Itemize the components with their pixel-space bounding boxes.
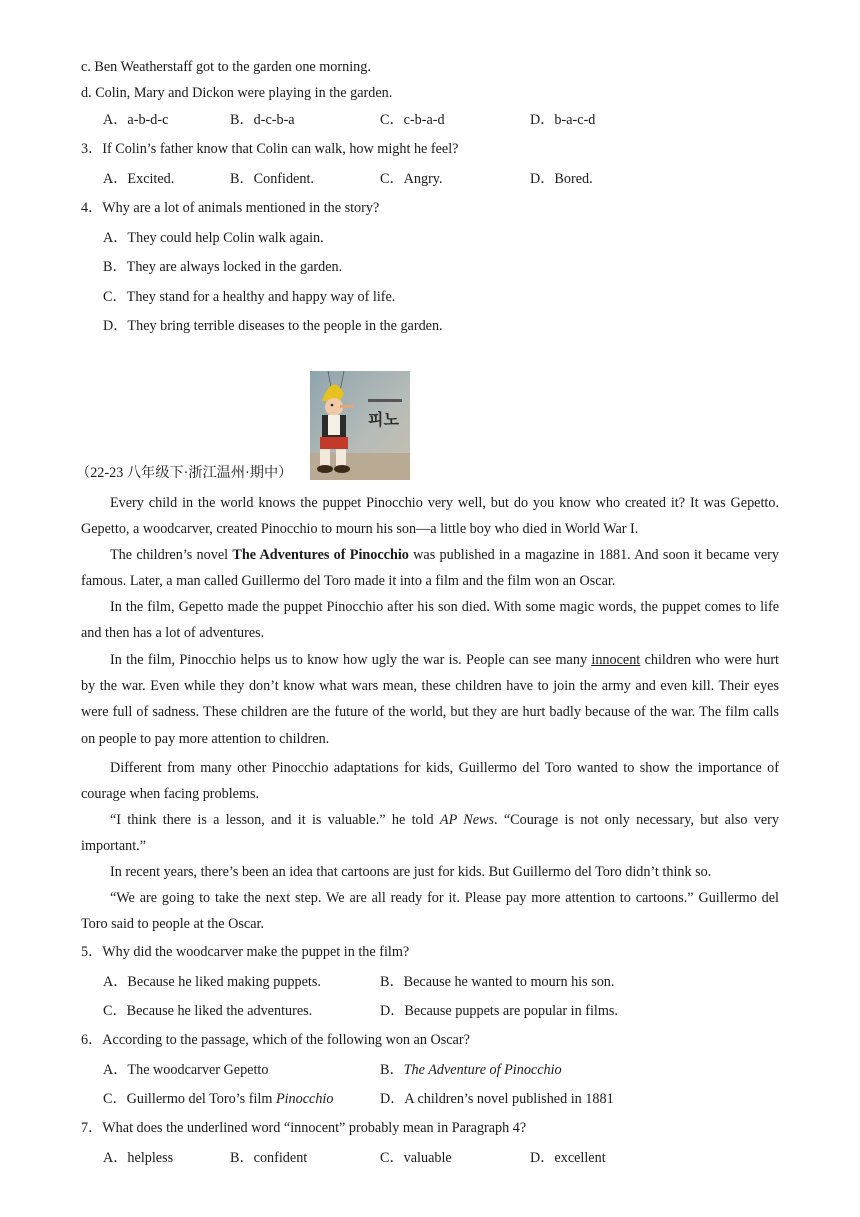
paragraph-7: In recent years, there’s been an idea that cartoons are just for kids. But Guillermo del Toro didn’t think so. <box>110 864 712 880</box>
q2-option-c: C．c-b-a-d <box>380 112 445 128</box>
q6-option-a: A．The woodcarver Gepetto <box>103 1062 269 1078</box>
q6-stem: 6．According to the passage, which of the following won an Oscar? <box>81 1032 470 1048</box>
pinocchio-puppet-image <box>310 371 410 480</box>
q7-stem: 7．What does the underlined word “innocent” probably mean in Paragraph 4? <box>81 1120 527 1136</box>
q3-option-a: A．Excited. <box>103 171 175 187</box>
q7-option-d: D．excellent <box>530 1150 606 1166</box>
passage-source: （22-23 八年级下·浙江温州·期中） <box>76 465 293 481</box>
q5-option-c: C．Because he liked the adventures. <box>103 1003 313 1019</box>
paragraph-5: Different from many other Pinocchio adaptations for kids, Guillermo del Toro wanted to show the importance of courage when facing problems. <box>81 760 779 803</box>
q4-option-a: A．They could help Colin walk again. <box>103 230 324 246</box>
underlined-word: innocent <box>591 652 641 668</box>
q2-option-d: D．b-a-c-d <box>530 112 596 128</box>
paragraph-3: In the film, Gepetto made the puppet Pinocchio after his son died. With some magic words, the puppet comes to life and then has a lot of adventures. <box>81 599 779 642</box>
q7-option-c: C．valuable <box>380 1150 452 1166</box>
q2-option-a: A．a-b-d-c <box>103 112 169 128</box>
q3-stem: 3．If Colin’s father know that Colin can walk, how might he feel? <box>81 141 459 157</box>
novel-title: The Adventures of Pinocchio <box>232 547 409 563</box>
paragraph-1: Every child in the world knows the puppet Pinocchio very well, but do you know who created it? It was Gepetto. Gepetto, a woodcarver, created Pinocchio to mourn his son—a little boy who died in World War I. <box>81 495 779 538</box>
paragraph-6: “I think there is a lesson, and it is valuable.” he told AP News. “Courage is not only necessary, but also very important.” <box>81 812 779 855</box>
q6-option-b: B．The Adventure of Pinocchio <box>380 1062 562 1078</box>
q2-item-d: d. Colin, Mary and Dickon were playing in the garden. <box>81 85 393 101</box>
q5-option-b: B．Because he wanted to mourn his son. <box>380 974 615 990</box>
paragraph-8: “We are going to take the next step. We are all ready for it. Please pay more attention to cartoons.” Guillermo del Toro said to people at the Oscar. <box>81 890 779 933</box>
q2-item-c: c. Ben Weatherstaff got to the garden one morning. <box>81 59 371 75</box>
q3-option-c: C．Angry. <box>380 171 443 187</box>
q5-option-a: A．Because he liked making puppets. <box>103 974 321 990</box>
q5-option-d: D．Because puppets are popular in films. <box>380 1003 618 1019</box>
q3-option-d: D．Bored. <box>530 171 593 187</box>
q7-option-b: B．confident <box>230 1150 308 1166</box>
q5-stem: 5．Why did the woodcarver make the puppet in the film? <box>81 944 410 960</box>
svg-text:피노: 피노 <box>368 410 399 429</box>
paragraph-4: In the film, Pinocchio helps us to know how ugly the war is. People can see many innocent children who were hurt by the war. Even while they don’t know what wars mean, these children have to join the army and even kill. Their eyes were full of sadness. These children are the future of the world, but they are hurt badly because of the war. The film calls on people to pay more attention to children. <box>81 652 779 747</box>
q4-option-d: D．They bring terrible diseases to the people in the garden. <box>103 318 443 334</box>
ap-news: AP News <box>439 812 495 828</box>
q6-option-d: D．A children’s novel published in 1881 <box>380 1091 614 1107</box>
q4-option-c: C．They stand for a healthy and happy way of life. <box>103 289 396 305</box>
paragraph-2: The children’s novel The Adventures of Pinocchio was published in a magazine in 1881. And soon it became very famous. Later, a man called Guillermo del Toro made it into a film and the film won an Oscar. <box>81 547 779 590</box>
q4-stem: 4．Why are a lot of animals mentioned in the story? <box>81 200 380 216</box>
q4-option-b: B．They are always locked in the garden. <box>103 259 343 275</box>
q3-option-b: B．Confident. <box>230 171 314 187</box>
q6-option-c: C．Guillermo del Toro’s film Pinocchio <box>103 1091 334 1107</box>
q2-option-b: B．d-c-b-a <box>230 112 295 128</box>
q7-option-a: A．helpless <box>103 1150 174 1166</box>
